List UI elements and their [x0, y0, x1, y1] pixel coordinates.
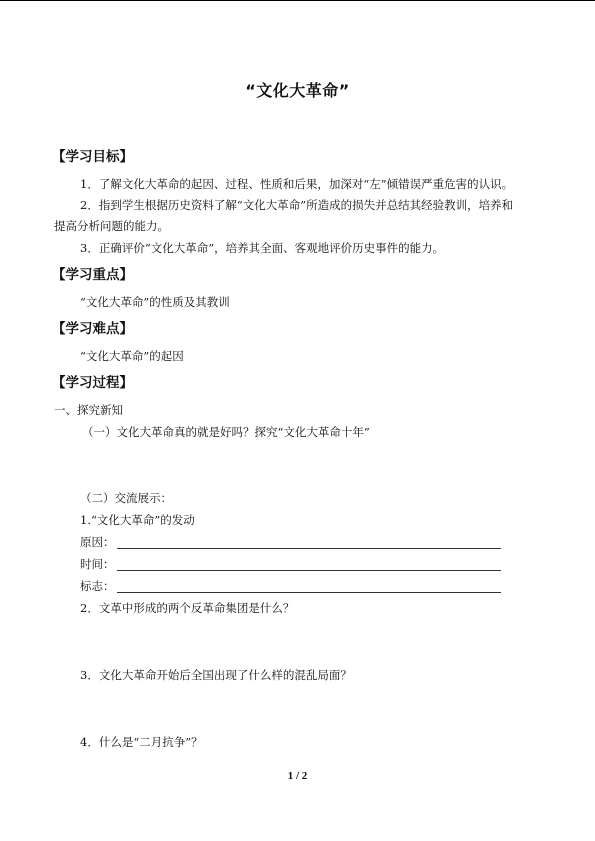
heading-objectives: 【学习目标】: [52, 149, 133, 165]
field-time-blank[interactable]: [117, 558, 501, 571]
objective-item-2: 2．指到学生根据历史资料了解“文化大革命”所造成的损失并总结其经验教训，培养和: [80, 198, 514, 212]
question-1: 1.“文化大革命”的发动: [80, 513, 195, 527]
key-points-text: “文化大革命”的性质及其教训: [80, 295, 230, 309]
field-reason-blank[interactable]: [117, 536, 501, 549]
field-time: [80, 557, 501, 571]
page-title: “文化大革命”: [245, 81, 350, 100]
field-sign: [80, 579, 501, 593]
objective-item-3: 3．正确评价“文化大革命”，培养其全面、客观地评价历史事件的能力。: [80, 241, 445, 255]
page-number: 1 / 2: [287, 770, 308, 782]
field-sign-label: 标志：: [80, 579, 115, 593]
field-time-label: 时间：: [80, 557, 115, 571]
process-sub-1: （一）文化大革命真的就是好吗？探究“文化大革命十年”: [82, 425, 370, 439]
question-4: 4．什么是“二月抗争”？: [80, 735, 203, 749]
heading-difficulties: 【学习难点】: [52, 321, 133, 337]
difficulties-text: “文化大革命”的起因: [80, 349, 184, 363]
field-reason-label: 原因：: [80, 535, 115, 549]
heading-key-points: 【学习重点】: [52, 267, 133, 283]
objective-item-1: 1．了解文化大革命的起因、过程、性质和后果，加深对“左”倾错误严重危害的认识。: [80, 177, 514, 191]
field-reason: [80, 535, 501, 549]
question-3: 3．文化大革命开始后全国出现了什么样的混乱局面？: [80, 668, 352, 682]
objective-item-2-cont: 提高分析问题的能力。: [54, 219, 169, 233]
process-sub-2: （二）交流展示：: [80, 491, 172, 505]
heading-process: 【学习过程】: [52, 375, 133, 391]
process-part-1: 一、探究新知: [54, 403, 123, 417]
field-sign-blank[interactable]: [117, 580, 501, 593]
question-2: 2．文革中形成的两个反革命集团是什么？: [80, 601, 295, 615]
